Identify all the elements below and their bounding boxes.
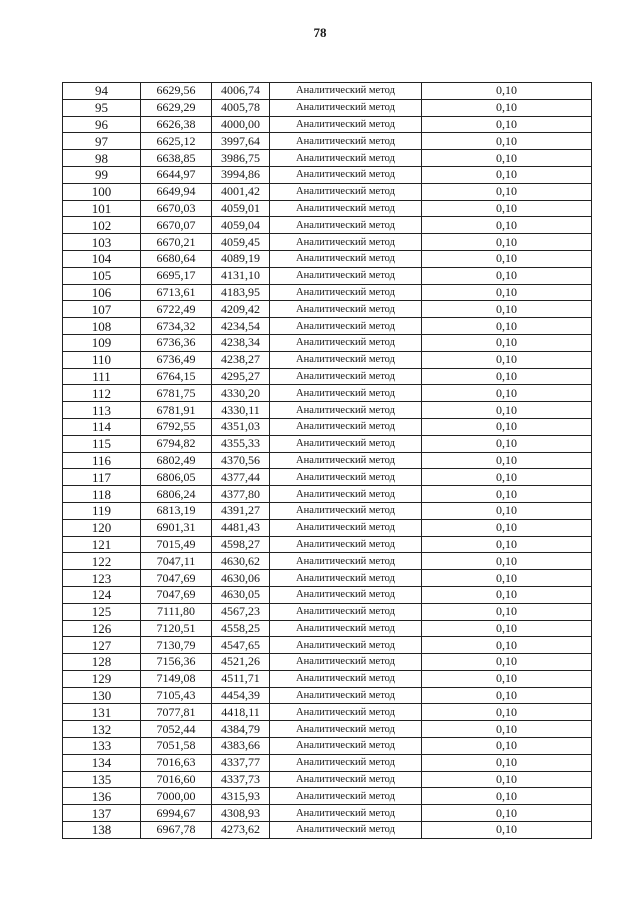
x-coordinate-cell: 6722,49: [141, 301, 212, 318]
accuracy-cell: 0,10: [422, 738, 592, 755]
x-coordinate-cell: 6670,03: [141, 200, 212, 217]
x-coordinate-cell: 6806,05: [141, 469, 212, 486]
method-cell: Аналитический метод: [270, 738, 422, 755]
x-coordinate-cell: 6736,49: [141, 351, 212, 368]
table-row: [63, 150, 592, 167]
table-row: [63, 738, 592, 755]
y-coordinate-cell: 4384,79: [212, 721, 270, 738]
point-number-cell: 133: [63, 738, 141, 755]
method-cell: Аналитический метод: [270, 637, 422, 654]
method-cell: Аналитический метод: [270, 301, 422, 318]
x-coordinate-cell: 7077,81: [141, 704, 212, 721]
accuracy-cell: 0,10: [422, 519, 592, 536]
table-row: [63, 402, 592, 419]
y-coordinate-cell: 4209,42: [212, 301, 270, 318]
method-cell: Аналитический метод: [270, 519, 422, 536]
x-coordinate-cell: 7047,69: [141, 586, 212, 603]
method-cell: Аналитический метод: [270, 435, 422, 452]
point-number-cell: 100: [63, 183, 141, 200]
method-cell: Аналитический метод: [270, 83, 422, 100]
table-row: [63, 637, 592, 654]
y-coordinate-cell: 4131,10: [212, 267, 270, 284]
x-coordinate-cell: 6792,55: [141, 418, 212, 435]
method-cell: Аналитический метод: [270, 334, 422, 351]
x-coordinate-cell: 6736,36: [141, 334, 212, 351]
point-number-cell: 138: [63, 822, 141, 839]
method-cell: Аналитический метод: [270, 133, 422, 150]
method-cell: Аналитический метод: [270, 385, 422, 402]
point-number-cell: 114: [63, 418, 141, 435]
y-coordinate-cell: 4238,34: [212, 334, 270, 351]
method-cell: Аналитический метод: [270, 150, 422, 167]
point-number-cell: 97: [63, 133, 141, 150]
y-coordinate-cell: 4521,26: [212, 654, 270, 671]
y-coordinate-cell: 4000,00: [212, 116, 270, 133]
point-number-cell: 102: [63, 217, 141, 234]
point-number-cell: 101: [63, 200, 141, 217]
table-row: [63, 586, 592, 603]
table-row: [63, 183, 592, 200]
table-row: [63, 351, 592, 368]
point-number-cell: 117: [63, 469, 141, 486]
accuracy-cell: 0,10: [422, 637, 592, 654]
method-cell: Аналитический метод: [270, 620, 422, 637]
point-number-cell: 98: [63, 150, 141, 167]
x-coordinate-cell: 6644,97: [141, 166, 212, 183]
x-coordinate-cell: 7051,58: [141, 738, 212, 755]
point-number-cell: 112: [63, 385, 141, 402]
accuracy-cell: 0,10: [422, 402, 592, 419]
x-coordinate-cell: 6695,17: [141, 267, 212, 284]
accuracy-cell: 0,10: [422, 116, 592, 133]
y-coordinate-cell: 4337,77: [212, 754, 270, 771]
table-row: [63, 620, 592, 637]
table-row: [63, 284, 592, 301]
method-cell: Аналитический метод: [270, 704, 422, 721]
table-row: [63, 133, 592, 150]
y-coordinate-cell: 4005,78: [212, 99, 270, 116]
table-row: [63, 301, 592, 318]
accuracy-cell: 0,10: [422, 418, 592, 435]
method-cell: Аналитический метод: [270, 99, 422, 116]
method-cell: Аналитический метод: [270, 267, 422, 284]
y-coordinate-cell: 4547,65: [212, 637, 270, 654]
method-cell: Аналитический метод: [270, 721, 422, 738]
y-coordinate-cell: 4273,62: [212, 822, 270, 839]
table-row: [63, 654, 592, 671]
y-coordinate-cell: 3986,75: [212, 150, 270, 167]
method-cell: Аналитический метод: [270, 351, 422, 368]
method-cell: Аналитический метод: [270, 536, 422, 553]
x-coordinate-cell: 6670,21: [141, 234, 212, 251]
y-coordinate-cell: 4234,54: [212, 318, 270, 335]
accuracy-cell: 0,10: [422, 150, 592, 167]
method-cell: Аналитический метод: [270, 788, 422, 805]
point-number-cell: 135: [63, 771, 141, 788]
table-row: [63, 368, 592, 385]
accuracy-cell: 0,10: [422, 754, 592, 771]
table-row: [63, 83, 592, 100]
y-coordinate-cell: 4418,11: [212, 704, 270, 721]
x-coordinate-cell: 6794,82: [141, 435, 212, 452]
accuracy-cell: 0,10: [422, 200, 592, 217]
table-row: [63, 452, 592, 469]
y-coordinate-cell: 4567,23: [212, 603, 270, 620]
page-number: 78: [313, 25, 327, 40]
table-row: [63, 570, 592, 587]
y-coordinate-cell: 4630,05: [212, 586, 270, 603]
table-row: [63, 250, 592, 267]
y-coordinate-cell: 4454,39: [212, 687, 270, 704]
table-row: [63, 704, 592, 721]
accuracy-cell: 0,10: [422, 99, 592, 116]
table-row: [63, 385, 592, 402]
table-row: [63, 469, 592, 486]
point-number-cell: 96: [63, 116, 141, 133]
y-coordinate-cell: 4630,62: [212, 553, 270, 570]
accuracy-cell: 0,10: [422, 133, 592, 150]
table-row: [63, 771, 592, 788]
y-coordinate-cell: 4089,19: [212, 250, 270, 267]
accuracy-cell: 0,10: [422, 822, 592, 839]
y-coordinate-cell: 4059,01: [212, 200, 270, 217]
accuracy-cell: 0,10: [422, 654, 592, 671]
accuracy-cell: 0,10: [422, 553, 592, 570]
y-coordinate-cell: 4308,93: [212, 805, 270, 822]
table-row: [63, 318, 592, 335]
method-cell: Аналитический метод: [270, 603, 422, 620]
accuracy-cell: 0,10: [422, 603, 592, 620]
accuracy-cell: 0,10: [422, 805, 592, 822]
accuracy-cell: 0,10: [422, 788, 592, 805]
x-coordinate-cell: 6629,56: [141, 83, 212, 100]
accuracy-cell: 0,10: [422, 368, 592, 385]
accuracy-cell: 0,10: [422, 217, 592, 234]
coordinates-table-body: [63, 83, 592, 839]
table-row: [63, 670, 592, 687]
point-number-cell: 104: [63, 250, 141, 267]
point-number-cell: 122: [63, 553, 141, 570]
table-row: [63, 721, 592, 738]
table-row: [63, 418, 592, 435]
y-coordinate-cell: 4006,74: [212, 83, 270, 100]
method-cell: Аналитический метод: [270, 234, 422, 251]
point-number-cell: 95: [63, 99, 141, 116]
table-row: [63, 200, 592, 217]
accuracy-cell: 0,10: [422, 250, 592, 267]
point-number-cell: 120: [63, 519, 141, 536]
x-coordinate-cell: 6806,24: [141, 486, 212, 503]
point-number-cell: 108: [63, 318, 141, 335]
accuracy-cell: 0,10: [422, 586, 592, 603]
accuracy-cell: 0,10: [422, 687, 592, 704]
x-coordinate-cell: 7052,44: [141, 721, 212, 738]
method-cell: Аналитический метод: [270, 771, 422, 788]
x-coordinate-cell: 7130,79: [141, 637, 212, 654]
method-cell: Аналитический метод: [270, 418, 422, 435]
point-number-cell: 132: [63, 721, 141, 738]
accuracy-cell: 0,10: [422, 486, 592, 503]
method-cell: Аналитический метод: [270, 250, 422, 267]
y-coordinate-cell: 4001,42: [212, 183, 270, 200]
point-number-cell: 126: [63, 620, 141, 637]
y-coordinate-cell: 4330,11: [212, 402, 270, 419]
y-coordinate-cell: 3997,64: [212, 133, 270, 150]
point-number-cell: 129: [63, 670, 141, 687]
table-row: [63, 435, 592, 452]
x-coordinate-cell: 7047,69: [141, 570, 212, 587]
y-coordinate-cell: 4481,43: [212, 519, 270, 536]
coordinates-table: [62, 82, 592, 839]
method-cell: Аналитический метод: [270, 502, 422, 519]
method-cell: Аналитический метод: [270, 586, 422, 603]
accuracy-cell: 0,10: [422, 284, 592, 301]
accuracy-cell: 0,10: [422, 267, 592, 284]
x-coordinate-cell: 7105,43: [141, 687, 212, 704]
x-coordinate-cell: 6994,67: [141, 805, 212, 822]
x-coordinate-cell: 6625,12: [141, 133, 212, 150]
y-coordinate-cell: 4558,25: [212, 620, 270, 637]
point-number-cell: 131: [63, 704, 141, 721]
point-number-cell: 127: [63, 637, 141, 654]
table-row: [63, 788, 592, 805]
method-cell: Аналитический метод: [270, 469, 422, 486]
x-coordinate-cell: 6901,31: [141, 519, 212, 536]
x-coordinate-cell: 6781,91: [141, 402, 212, 419]
accuracy-cell: 0,10: [422, 301, 592, 318]
method-cell: Аналитический метод: [270, 284, 422, 301]
point-number-cell: 106: [63, 284, 141, 301]
y-coordinate-cell: 4598,27: [212, 536, 270, 553]
x-coordinate-cell: 7149,08: [141, 670, 212, 687]
table-row: [63, 502, 592, 519]
method-cell: Аналитический метод: [270, 402, 422, 419]
accuracy-cell: 0,10: [422, 536, 592, 553]
point-number-cell: 125: [63, 603, 141, 620]
point-number-cell: 124: [63, 586, 141, 603]
point-number-cell: 137: [63, 805, 141, 822]
method-cell: Аналитический метод: [270, 318, 422, 335]
method-cell: Аналитический метод: [270, 183, 422, 200]
method-cell: Аналитический метод: [270, 805, 422, 822]
table-row: [63, 536, 592, 553]
accuracy-cell: 0,10: [422, 234, 592, 251]
table-row: [63, 603, 592, 620]
method-cell: Аналитический метод: [270, 116, 422, 133]
point-number-cell: 136: [63, 788, 141, 805]
method-cell: Аналитический метод: [270, 452, 422, 469]
x-coordinate-cell: 6713,61: [141, 284, 212, 301]
x-coordinate-cell: 7120,51: [141, 620, 212, 637]
accuracy-cell: 0,10: [422, 704, 592, 721]
y-coordinate-cell: 4511,71: [212, 670, 270, 687]
point-number-cell: 128: [63, 654, 141, 671]
table-row: [63, 822, 592, 839]
point-number-cell: 113: [63, 402, 141, 419]
y-coordinate-cell: 4383,66: [212, 738, 270, 755]
point-number-cell: 103: [63, 234, 141, 251]
x-coordinate-cell: 6967,78: [141, 822, 212, 839]
accuracy-cell: 0,10: [422, 452, 592, 469]
y-coordinate-cell: 4355,33: [212, 435, 270, 452]
accuracy-cell: 0,10: [422, 771, 592, 788]
point-number-cell: 116: [63, 452, 141, 469]
y-coordinate-cell: 4238,27: [212, 351, 270, 368]
x-coordinate-cell: 7156,36: [141, 654, 212, 671]
table-row: [63, 99, 592, 116]
x-coordinate-cell: 7111,80: [141, 603, 212, 620]
point-number-cell: 134: [63, 754, 141, 771]
x-coordinate-cell: 6638,85: [141, 150, 212, 167]
table-row: [63, 519, 592, 536]
x-coordinate-cell: 6734,32: [141, 318, 212, 335]
method-cell: Аналитический метод: [270, 217, 422, 234]
method-cell: Аналитический метод: [270, 166, 422, 183]
x-coordinate-cell: 6802,49: [141, 452, 212, 469]
method-cell: Аналитический метод: [270, 570, 422, 587]
table-row: [63, 486, 592, 503]
accuracy-cell: 0,10: [422, 334, 592, 351]
y-coordinate-cell: 4337,73: [212, 771, 270, 788]
y-coordinate-cell: 4351,03: [212, 418, 270, 435]
method-cell: Аналитический метод: [270, 654, 422, 671]
point-number-cell: 123: [63, 570, 141, 587]
y-coordinate-cell: 4377,44: [212, 469, 270, 486]
x-coordinate-cell: 6649,94: [141, 183, 212, 200]
method-cell: Аналитический метод: [270, 687, 422, 704]
method-cell: Аналитический метод: [270, 368, 422, 385]
table-row: [63, 805, 592, 822]
accuracy-cell: 0,10: [422, 502, 592, 519]
x-coordinate-cell: 6629,29: [141, 99, 212, 116]
accuracy-cell: 0,10: [422, 620, 592, 637]
x-coordinate-cell: 6680,64: [141, 250, 212, 267]
table-row: [63, 267, 592, 284]
table-row: [63, 754, 592, 771]
point-number-cell: 94: [63, 83, 141, 100]
accuracy-cell: 0,10: [422, 183, 592, 200]
table-row: [63, 687, 592, 704]
accuracy-cell: 0,10: [422, 385, 592, 402]
method-cell: Аналитический метод: [270, 553, 422, 570]
y-coordinate-cell: 4370,56: [212, 452, 270, 469]
x-coordinate-cell: 7016,60: [141, 771, 212, 788]
accuracy-cell: 0,10: [422, 721, 592, 738]
table-row: [63, 234, 592, 251]
point-number-cell: 119: [63, 502, 141, 519]
y-coordinate-cell: 4059,45: [212, 234, 270, 251]
point-number-cell: 107: [63, 301, 141, 318]
table-row: [63, 217, 592, 234]
y-coordinate-cell: 4630,06: [212, 570, 270, 587]
accuracy-cell: 0,10: [422, 570, 592, 587]
x-coordinate-cell: 7000,00: [141, 788, 212, 805]
y-coordinate-cell: 4059,04: [212, 217, 270, 234]
accuracy-cell: 0,10: [422, 435, 592, 452]
point-number-cell: 118: [63, 486, 141, 503]
table-row: [63, 166, 592, 183]
point-number-cell: 130: [63, 687, 141, 704]
x-coordinate-cell: 6781,75: [141, 385, 212, 402]
accuracy-cell: 0,10: [422, 670, 592, 687]
accuracy-cell: 0,10: [422, 351, 592, 368]
x-coordinate-cell: 6670,07: [141, 217, 212, 234]
point-number-cell: 121: [63, 536, 141, 553]
y-coordinate-cell: 4377,80: [212, 486, 270, 503]
table-row: [63, 553, 592, 570]
table-row: [63, 334, 592, 351]
method-cell: Аналитический метод: [270, 486, 422, 503]
method-cell: Аналитический метод: [270, 822, 422, 839]
y-coordinate-cell: 4391,27: [212, 502, 270, 519]
x-coordinate-cell: 6764,15: [141, 368, 212, 385]
y-coordinate-cell: 3994,86: [212, 166, 270, 183]
point-number-cell: 110: [63, 351, 141, 368]
accuracy-cell: 0,10: [422, 469, 592, 486]
point-number-cell: 115: [63, 435, 141, 452]
method-cell: Аналитический метод: [270, 754, 422, 771]
accuracy-cell: 0,10: [422, 318, 592, 335]
point-number-cell: 111: [63, 368, 141, 385]
point-number-cell: 99: [63, 166, 141, 183]
accuracy-cell: 0,10: [422, 83, 592, 100]
table-row: [63, 116, 592, 133]
point-number-cell: 109: [63, 334, 141, 351]
y-coordinate-cell: 4183,95: [212, 284, 270, 301]
x-coordinate-cell: 7015,49: [141, 536, 212, 553]
y-coordinate-cell: 4295,27: [212, 368, 270, 385]
y-coordinate-cell: 4330,20: [212, 385, 270, 402]
x-coordinate-cell: 6626,38: [141, 116, 212, 133]
point-number-cell: 105: [63, 267, 141, 284]
y-coordinate-cell: 4315,93: [212, 788, 270, 805]
x-coordinate-cell: 7016,63: [141, 754, 212, 771]
method-cell: Аналитический метод: [270, 200, 422, 217]
x-coordinate-cell: 6813,19: [141, 502, 212, 519]
accuracy-cell: 0,10: [422, 166, 592, 183]
x-coordinate-cell: 7047,11: [141, 553, 212, 570]
method-cell: Аналитический метод: [270, 670, 422, 687]
